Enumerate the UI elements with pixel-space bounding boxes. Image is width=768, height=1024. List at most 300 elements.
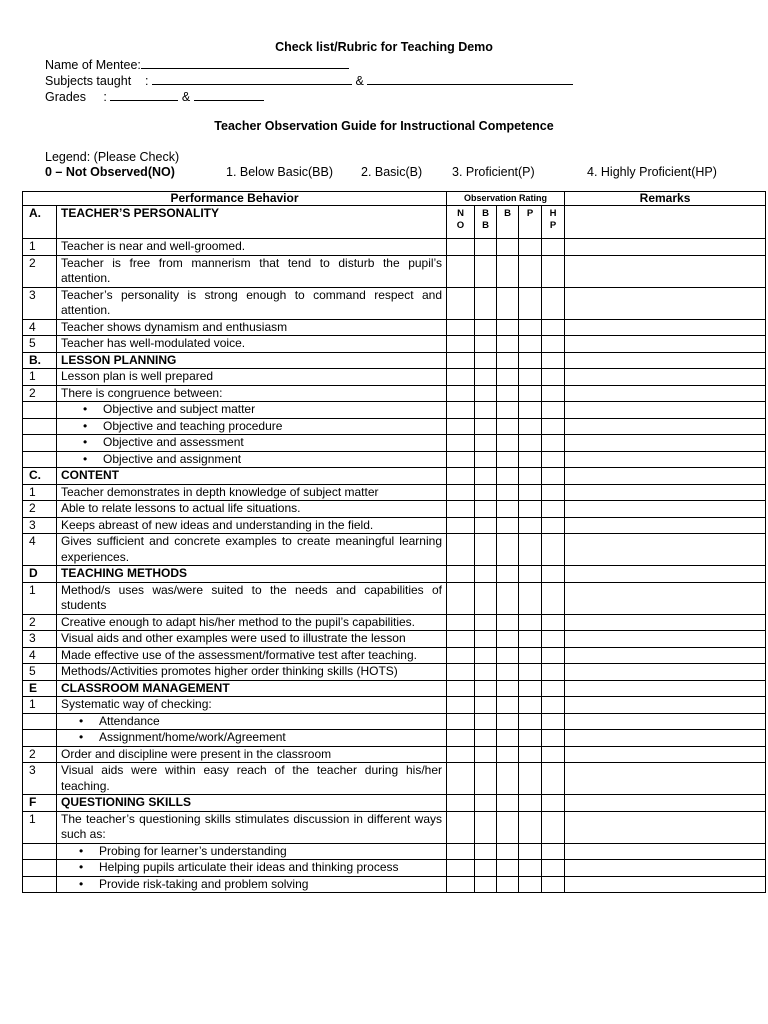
rating-cell-p[interactable]: [519, 534, 542, 566]
rating-cell-no[interactable]: [447, 352, 475, 369]
rating-cell-hp[interactable]: [542, 451, 565, 468]
rating-cell-hp[interactable]: [542, 484, 565, 501]
bullet-text: Attendance: [99, 713, 160, 728]
remarks-cell[interactable]: [565, 746, 766, 763]
remarks-cell[interactable]: [565, 239, 766, 256]
table-row: [23, 713, 766, 730]
remarks-cell[interactable]: [565, 287, 766, 319]
rating-cell-b[interactable]: [497, 418, 519, 435]
remarks-cell[interactable]: [565, 385, 766, 402]
rating-cell-p[interactable]: [519, 730, 542, 747]
table-row: [23, 517, 766, 534]
rating-cell-b[interactable]: [497, 336, 519, 353]
rating-cell-bb[interactable]: [475, 385, 497, 402]
rating-cell-b[interactable]: [497, 239, 519, 256]
rating-cell-hp[interactable]: [542, 369, 565, 386]
remarks-cell[interactable]: [565, 582, 766, 614]
rating-cell-no[interactable]: [447, 631, 475, 648]
subjects-blank-1[interactable]: [152, 72, 352, 85]
rating-cell-hp[interactable]: [542, 795, 565, 812]
rating-cell-bb[interactable]: [475, 534, 497, 566]
rating-cell-p[interactable]: [519, 369, 542, 386]
table-row: [23, 811, 766, 843]
rating-cell-bb[interactable]: [475, 730, 497, 747]
bullet-icon: •: [83, 435, 88, 449]
rating-cell-bb[interactable]: [475, 239, 497, 256]
rating-cell-p[interactable]: [519, 517, 542, 534]
rating-cell-no[interactable]: [447, 566, 475, 583]
rating-cell-bb[interactable]: [475, 435, 497, 452]
rating-cell-hp[interactable]: [542, 876, 565, 893]
rating-cell-p[interactable]: [519, 614, 542, 631]
subjects-label: Subjects taught :: [45, 74, 149, 88]
row-number: [23, 435, 57, 452]
rating-cell-bb[interactable]: [475, 369, 497, 386]
row-number: 3: [23, 763, 57, 795]
rating-cell-b[interactable]: [497, 534, 519, 566]
rating-cell-p[interactable]: [519, 647, 542, 664]
rating-cell-p[interactable]: [519, 664, 542, 681]
rating-cell-p[interactable]: [519, 385, 542, 402]
rating-cell-b[interactable]: [497, 566, 519, 583]
rating-cell-b[interactable]: [497, 860, 519, 877]
rating-cell-b[interactable]: [497, 385, 519, 402]
rating-cell-bb[interactable]: [475, 484, 497, 501]
remarks-cell[interactable]: [565, 369, 766, 386]
rating-cell-hp[interactable]: [542, 680, 565, 697]
rating-cell-hp[interactable]: [542, 319, 565, 336]
row-number: E: [23, 680, 57, 697]
rating-cell-no[interactable]: [447, 369, 475, 386]
rating-cell-bb[interactable]: [475, 795, 497, 812]
section-title: QUESTIONING SKILLS: [57, 795, 447, 812]
rating-cell-hp[interactable]: [542, 582, 565, 614]
bullet-item: [57, 418, 447, 435]
rating-cell-b[interactable]: [497, 664, 519, 681]
rating-cell-hp[interactable]: [542, 352, 565, 369]
rating-cell-no[interactable]: [447, 239, 475, 256]
rating-cell-hp[interactable]: [542, 843, 565, 860]
rating-cell-no[interactable]: [447, 435, 475, 452]
table-row: [23, 614, 766, 631]
rating-cell-no[interactable]: [447, 517, 475, 534]
remarks-cell[interactable]: [565, 451, 766, 468]
rating-cell-p[interactable]: [519, 239, 542, 256]
bullet-item: [57, 730, 447, 747]
legend-item-no: 0 – Not Observed(NO): [45, 165, 175, 179]
grades-blank-1[interactable]: [110, 88, 178, 101]
table-row: [23, 451, 766, 468]
rating-cell-b[interactable]: [497, 876, 519, 893]
rating-cell-no[interactable]: [447, 811, 475, 843]
bullet-text: Objective and assessment: [103, 435, 244, 449]
behavior-text: Teacher demonstrates in depth knowledge of subject matter: [57, 484, 447, 501]
rating-cell-p[interactable]: [519, 876, 542, 893]
row-number: 1: [23, 582, 57, 614]
rating-cell-no[interactable]: [447, 451, 475, 468]
rating-cell-no[interactable]: [447, 795, 475, 812]
rating-cell-bb[interactable]: [475, 501, 497, 518]
remarks-cell[interactable]: [565, 566, 766, 583]
rating-cell-no[interactable]: [447, 501, 475, 518]
legend-item-b: 2. Basic(B): [361, 165, 423, 179]
rating-cell-bb[interactable]: [475, 664, 497, 681]
rating-cell-no[interactable]: [447, 385, 475, 402]
rating-cell-hp[interactable]: [542, 631, 565, 648]
rating-cell-p[interactable]: [519, 843, 542, 860]
rating-cell-hp[interactable]: [542, 468, 565, 485]
rating-cell-no[interactable]: [447, 255, 475, 287]
rating-cell-p[interactable]: [519, 501, 542, 518]
remarks-cell[interactable]: [565, 534, 766, 566]
remarks-cell[interactable]: [565, 484, 766, 501]
rating-cell-bb[interactable]: [475, 647, 497, 664]
rating-cell-bb[interactable]: [475, 631, 497, 648]
table-row: [23, 319, 766, 336]
rating-cell-b[interactable]: [497, 582, 519, 614]
rating-cell-b[interactable]: [497, 730, 519, 747]
rating-cell-b[interactable]: [497, 287, 519, 319]
row-number: [23, 402, 57, 419]
table-row: [23, 843, 766, 860]
section-title: TEACHING METHODS: [57, 566, 447, 583]
table-row: [23, 697, 766, 714]
remarks-cell[interactable]: [565, 501, 766, 518]
rating-cell-bb[interactable]: [475, 517, 497, 534]
rating-cell-no[interactable]: [447, 287, 475, 319]
row-number: A.: [23, 206, 57, 239]
bullet-text: Objective and assignment: [103, 451, 242, 466]
behavior-text: There is congruence between:: [57, 385, 447, 402]
remarks-cell[interactable]: [565, 795, 766, 812]
remarks-cell[interactable]: [565, 876, 766, 893]
rating-cell-hp[interactable]: [542, 614, 565, 631]
remarks-cell[interactable]: [565, 713, 766, 730]
rating-cell-b[interactable]: [497, 631, 519, 648]
row-number: 2: [23, 255, 57, 287]
rating-cell-no[interactable]: [447, 614, 475, 631]
rating-cell-bb[interactable]: [475, 680, 497, 697]
bullet-text: Helping pupils articulate their ideas and thinking process: [99, 860, 399, 874]
rating-cell-hp[interactable]: [542, 746, 565, 763]
rating-cell-p[interactable]: [519, 811, 542, 843]
rating-cell-hp[interactable]: [542, 501, 565, 518]
rating-cell-b[interactable]: [497, 501, 519, 518]
rating-cell-bb[interactable]: [475, 418, 497, 435]
remarks-cell[interactable]: [565, 843, 766, 860]
rating-cell-bb[interactable]: [475, 468, 497, 485]
rating-cell-p[interactable]: [519, 713, 542, 730]
behavior-text: Teacher is near and well-groomed.: [57, 239, 447, 256]
mentee-blank[interactable]: [141, 56, 349, 69]
grades-amp: &: [181, 90, 191, 104]
row-number: [23, 730, 57, 747]
remarks-cell[interactable]: [565, 860, 766, 877]
section-row: [23, 468, 766, 485]
rating-cell-p[interactable]: [519, 402, 542, 419]
rating-cell-b[interactable]: [497, 517, 519, 534]
rating-cell-hp[interactable]: [542, 566, 565, 583]
bullet-text: Provide risk-taking and problem solving: [99, 876, 309, 891]
row-number: [23, 418, 57, 435]
rating-cell-b[interactable]: [497, 795, 519, 812]
rating-cell-hp[interactable]: [542, 418, 565, 435]
section-title: LESSON PLANNING: [57, 352, 447, 369]
subjects-field: [45, 72, 573, 88]
rating-cell-p[interactable]: [519, 860, 542, 877]
remarks-cell[interactable]: [565, 468, 766, 485]
bullet-icon: •: [79, 843, 84, 858]
rating-cell-p[interactable]: [519, 763, 542, 795]
rating-cell-hp[interactable]: [542, 664, 565, 681]
behavior-text: Systematic way of checking:: [57, 697, 447, 714]
rating-cell-p[interactable]: [519, 631, 542, 648]
table-row: [23, 336, 766, 353]
rating-cell-p[interactable]: [519, 336, 542, 353]
rating-cell-p[interactable]: [519, 582, 542, 614]
table-row: [23, 435, 766, 452]
row-number: B.: [23, 352, 57, 369]
rating-cell-p[interactable]: [519, 746, 542, 763]
rating-cell-no[interactable]: [447, 582, 475, 614]
subjects-blank-2[interactable]: [367, 72, 573, 85]
rating-cell-b[interactable]: [497, 680, 519, 697]
behavior-text: Teacher’s personality is strong enough to command respect and attention.: [57, 287, 447, 319]
rating-cell-bb[interactable]: [475, 746, 497, 763]
behavior-text: Able to relate lessons to actual life situations.: [57, 501, 447, 518]
rating-cell-no[interactable]: [447, 418, 475, 435]
section-row: [23, 206, 766, 239]
remarks-cell[interactable]: [565, 811, 766, 843]
rating-cell-no[interactable]: [447, 860, 475, 877]
row-number: [23, 876, 57, 893]
table-body: [23, 206, 766, 893]
rating-cell-hp[interactable]: [542, 860, 565, 877]
rating-cell-b[interactable]: [497, 255, 519, 287]
rating-cell-bb[interactable]: [475, 713, 497, 730]
row-number: 5: [23, 664, 57, 681]
rating-header-p: P: [519, 206, 542, 239]
rating-cell-no[interactable]: [447, 484, 475, 501]
rating-cell-no[interactable]: [447, 680, 475, 697]
document-subtitle: Teacher Observation Guide for Instructional Competence: [214, 119, 554, 133]
rating-cell-hp[interactable]: [542, 647, 565, 664]
rating-header-no: N O: [447, 206, 475, 239]
remarks-cell[interactable]: [565, 680, 766, 697]
row-number: 5: [23, 336, 57, 353]
legend-item-p: 3. Proficient(P): [452, 165, 535, 179]
rating-cell-bb[interactable]: [475, 876, 497, 893]
grades-blank-2[interactable]: [194, 88, 264, 101]
rating-cell-b[interactable]: [497, 746, 519, 763]
remarks-cell[interactable]: [565, 435, 766, 452]
rating-cell-b[interactable]: [497, 402, 519, 419]
remarks-cell[interactable]: [565, 418, 766, 435]
table-header-row: [23, 192, 766, 206]
rating-cell-b[interactable]: [497, 614, 519, 631]
rating-cell-b[interactable]: [497, 811, 519, 843]
rating-cell-bb[interactable]: [475, 255, 497, 287]
rating-cell-p[interactable]: [519, 795, 542, 812]
rating-cell-hp[interactable]: [542, 517, 565, 534]
table-row: [23, 239, 766, 256]
rating-cell-b[interactable]: [497, 763, 519, 795]
remarks-cell[interactable]: [565, 631, 766, 648]
remarks-cell[interactable]: [565, 206, 766, 239]
rating-cell-b[interactable]: [497, 369, 519, 386]
table-row: [23, 647, 766, 664]
bullet-icon: •: [83, 451, 88, 466]
table-row: [23, 484, 766, 501]
rating-cell-p[interactable]: [519, 566, 542, 583]
rating-cell-no[interactable]: [447, 647, 475, 664]
rating-cell-no[interactable]: [447, 664, 475, 681]
section-row: [23, 795, 766, 812]
rating-cell-bb[interactable]: [475, 336, 497, 353]
bullet-item: [57, 860, 447, 877]
rating-cell-b[interactable]: [497, 352, 519, 369]
rating-cell-no[interactable]: [447, 319, 475, 336]
rating-cell-hp[interactable]: [542, 811, 565, 843]
rating-cell-no[interactable]: [447, 730, 475, 747]
rating-cell-p[interactable]: [519, 287, 542, 319]
rating-cell-b[interactable]: [497, 484, 519, 501]
rating-cell-bb[interactable]: [475, 402, 497, 419]
rating-cell-hp[interactable]: [542, 255, 565, 287]
remarks-cell[interactable]: [565, 402, 766, 419]
section-row: [23, 566, 766, 583]
rating-cell-p[interactable]: [519, 484, 542, 501]
bullet-item: [57, 843, 447, 860]
rating-cell-b[interactable]: [497, 435, 519, 452]
remarks-cell[interactable]: [565, 517, 766, 534]
rating-cell-no[interactable]: [447, 843, 475, 860]
table-row: [23, 385, 766, 402]
behavior-text: Methods/Activities promotes higher order thinking skills (HOTS): [57, 664, 447, 681]
rating-cell-bb[interactable]: [475, 352, 497, 369]
observation-table: [22, 191, 766, 893]
rating-cell-bb[interactable]: [475, 319, 497, 336]
remarks-cell[interactable]: [565, 647, 766, 664]
rating-cell-b[interactable]: [497, 647, 519, 664]
bullet-item: [57, 402, 447, 419]
remarks-cell[interactable]: [565, 352, 766, 369]
rating-cell-no[interactable]: [447, 336, 475, 353]
row-number: F: [23, 795, 57, 812]
rating-cell-bb[interactable]: [475, 614, 497, 631]
rating-cell-b[interactable]: [497, 843, 519, 860]
row-number: 2: [23, 501, 57, 518]
rating-cell-hp[interactable]: [542, 385, 565, 402]
remarks-cell[interactable]: [565, 664, 766, 681]
bullet-item: [57, 451, 447, 468]
rating-cell-hp[interactable]: [542, 239, 565, 256]
rating-cell-no[interactable]: [447, 697, 475, 714]
rating-cell-no[interactable]: [447, 402, 475, 419]
rating-cell-p[interactable]: [519, 255, 542, 287]
rating-cell-bb[interactable]: [475, 860, 497, 877]
rating-cell-hp[interactable]: [542, 713, 565, 730]
section-title: TEACHER’S PERSONALITY: [57, 206, 447, 239]
table-row: [23, 369, 766, 386]
document-title: Check list/Rubric for Teaching Demo: [275, 40, 493, 54]
remarks-cell[interactable]: [565, 697, 766, 714]
rating-cell-bb[interactable]: [475, 566, 497, 583]
rating-cell-bb[interactable]: [475, 287, 497, 319]
behavior-text: Teacher is free from mannerism that tend to disturb the pupil’s attention.: [57, 255, 447, 287]
rating-cell-hp[interactable]: [542, 287, 565, 319]
rating-cell-hp[interactable]: [542, 763, 565, 795]
rating-cell-p[interactable]: [519, 451, 542, 468]
rating-cell-b[interactable]: [497, 697, 519, 714]
table-row: [23, 255, 766, 287]
behavior-text: Method/s uses was/were suited to the needs and capabilities of students: [57, 582, 447, 614]
rating-cell-bb[interactable]: [475, 451, 497, 468]
rating-cell-p[interactable]: [519, 468, 542, 485]
rating-cell-no[interactable]: [447, 746, 475, 763]
rating-cell-no[interactable]: [447, 534, 475, 566]
rating-cell-p[interactable]: [519, 418, 542, 435]
row-number: 1: [23, 484, 57, 501]
rating-cell-p[interactable]: [519, 352, 542, 369]
remarks-cell[interactable]: [565, 336, 766, 353]
rating-cell-hp[interactable]: [542, 435, 565, 452]
rating-cell-hp[interactable]: [542, 730, 565, 747]
rating-cell-p[interactable]: [519, 319, 542, 336]
bullet-icon: •: [79, 860, 84, 874]
bullet-icon: •: [83, 402, 88, 416]
remarks-cell[interactable]: [565, 319, 766, 336]
bullet-item: [57, 713, 447, 730]
rating-cell-hp[interactable]: [542, 402, 565, 419]
rating-cell-bb[interactable]: [475, 763, 497, 795]
rating-cell-b[interactable]: [497, 319, 519, 336]
remarks-cell[interactable]: [565, 730, 766, 747]
rating-cell-p[interactable]: [519, 680, 542, 697]
legend-heading: Legend: (Please Check): [45, 150, 180, 164]
bullet-icon: •: [79, 730, 84, 744]
rating-cell-b[interactable]: [497, 713, 519, 730]
rating-cell-p[interactable]: [519, 697, 542, 714]
rating-cell-b[interactable]: [497, 451, 519, 468]
row-number: 4: [23, 534, 57, 566]
table-row: [23, 746, 766, 763]
rating-cell-bb[interactable]: [475, 843, 497, 860]
grades-label: Grades :: [45, 90, 107, 104]
subjects-amp: &: [355, 74, 364, 88]
bullet-item: [57, 876, 447, 893]
remarks-cell[interactable]: [565, 763, 766, 795]
rating-cell-hp[interactable]: [542, 336, 565, 353]
legend-item-hp: 4. Highly Proficient(HP): [587, 165, 717, 179]
rating-cell-bb[interactable]: [475, 811, 497, 843]
bullet-text: Objective and subject matter: [103, 402, 256, 416]
rating-cell-no[interactable]: [447, 763, 475, 795]
remarks-cell[interactable]: [565, 614, 766, 631]
rating-cell-b[interactable]: [497, 468, 519, 485]
remarks-cell[interactable]: [565, 255, 766, 287]
table-row: [23, 876, 766, 893]
rating-cell-hp[interactable]: [542, 534, 565, 566]
rating-cell-no[interactable]: [447, 468, 475, 485]
rating-cell-no[interactable]: [447, 713, 475, 730]
rating-cell-hp[interactable]: [542, 697, 565, 714]
rating-cell-bb[interactable]: [475, 582, 497, 614]
rating-cell-bb[interactable]: [475, 697, 497, 714]
rating-cell-no[interactable]: [447, 876, 475, 893]
rating-cell-p[interactable]: [519, 435, 542, 452]
mentee-field: [45, 56, 349, 72]
